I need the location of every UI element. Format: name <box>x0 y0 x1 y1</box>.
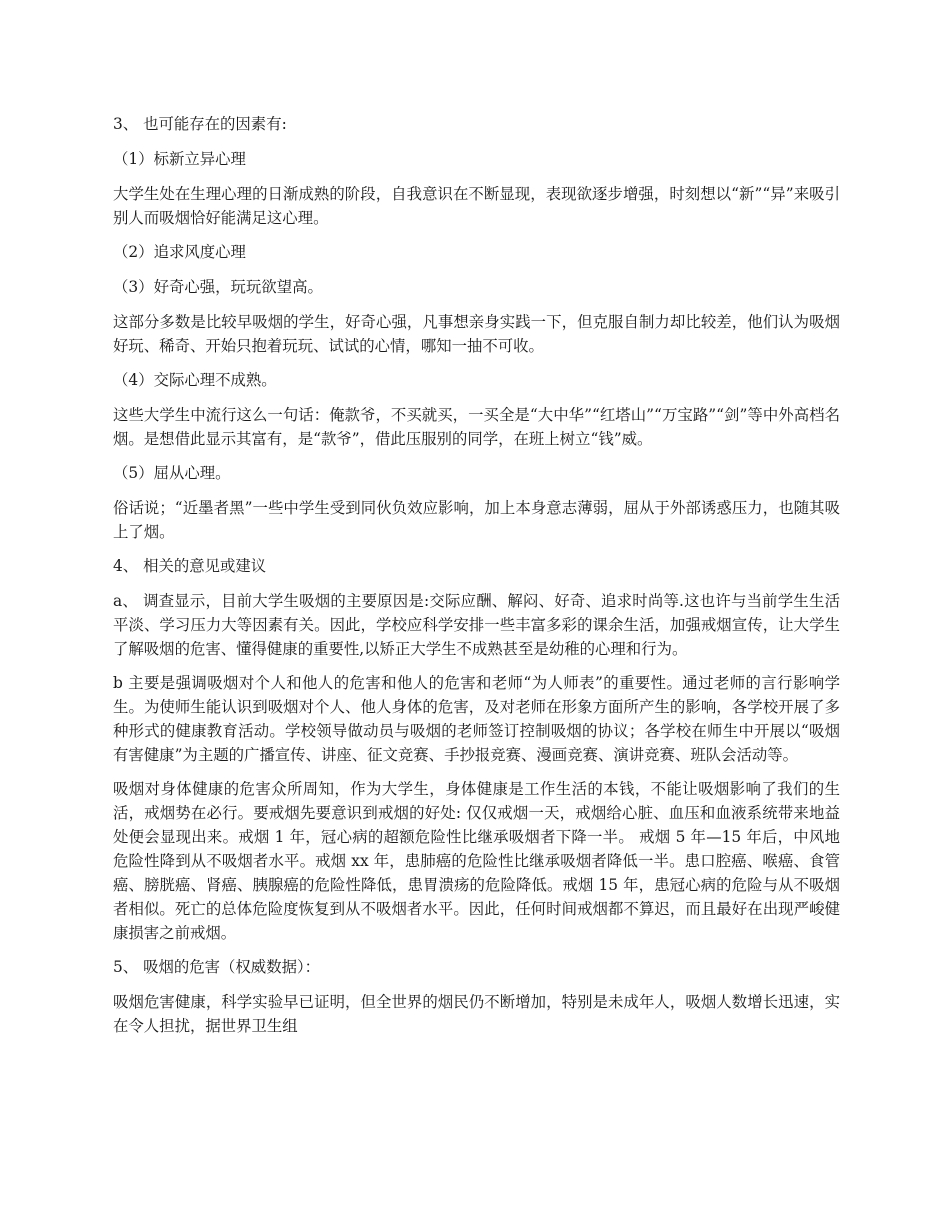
paragraph-conformity: 俗话说；“近墨者黑”一些中学生受到同伙负效应影响，加上本身意志薄弱，屈从于外部诱惑压力，也随其吸上了烟。 <box>113 499 840 541</box>
paragraph-suggestion-a: a、 调查显示，目前大学生吸烟的主要原因是:交际应酬、解闷、好奇、追求时尚等.这也许与当前学生生活平淡、学习压力大等因素有关。因此，学校应科学安排一些丰富多彩的课余生活，加强戒烟宣传，让大学生了解吸烟的危害、懂得健康的重要性,以矫正大学生不成熟甚至是幼稚的心理和行为。 <box>113 592 840 658</box>
section-heading-3: 3、 也可能存在的因素有: <box>113 115 287 133</box>
subheading-3: （3）好奇心强，玩玩欲望高。 <box>113 278 323 296</box>
section-heading-5: 5、 吸烟的危害（权威数据）： <box>113 958 321 976</box>
subheading-2: （2）追求风度心理 <box>113 243 246 261</box>
paragraph-suggestion-b: b 主要是强调吸烟对个人和他人的危害和他人的危害和老师“为人师表”的重要性。通过老师的言行影响学生。为使师生能认识到吸烟对个人、他人身体的危害，及对老师在形象方面所产生的影响，各学校开展了多种形式的健康教育活动。学校领导做动员与吸烟的老师签订控制吸烟的协议；各学校在师生中开展以“吸烟有害健康”为主题的广播宣传、讲座、征文竞赛、手抄报竞赛、漫画竞赛、演讲竞赛、班队会活动等。 <box>113 674 840 764</box>
paragraph-novelty: 大学生处在生理心理的日渐成熟的阶段，自我意识在不断显现，表现欲逐步增强，时刻想以“新”“异”来吸引别人而吸烟恰好能满足这心理。 <box>113 185 840 227</box>
document-page <box>113 112 840 1048</box>
paragraph-social: 这些大学生中流行这么一句话：俺款爷，不买就买，一买全是“大中华”“红塔山”“万宝路”“剑”等中外高档名烟。是想借此显示其富有，是“款爷”，借此压服别的同学，在班上树立“钱”威。 <box>113 406 840 448</box>
paragraph-curiosity: 这部分多数是比较早吸烟的学生，好奇心强，凡事想亲身实践一下，但克服自制力却比较差，他们认为吸烟好玩、稀奇、开始只抱着玩玩、试试的心情，哪知一抽不可收。 <box>113 313 840 355</box>
paragraph-quit-benefits: 吸烟对身体健康的危害众所周知，作为大学生，身体健康是工作生活的本钱，不能让吸烟影响了我们的生活，戒烟势在必行。要戒烟先要意识到戒烟的好处: 仅仅戒烟一天，戒烟给心脏、血压和血液系统带来地益处便会显现出来。戒烟 1 年，冠心病的超额危险性比继承吸烟者下降一半。 戒烟 5 年—15 年后，中风地危险性降到从不吸烟者水平。戒烟 xx 年，患肺癌的危险性比继承吸烟者降低一半。患口腔癌、喉癌、食管癌、膀胱癌、肾癌、胰腺癌的危险性降低，患胃溃疡的危险降低。戒烟 15 年，患冠心病的危险与从不吸烟者相似。死亡的总体危险度恢复到从不吸烟者水平。因此，任何时间戒烟都不算迟，而且最好在出现严峻健康损害之前戒烟。 <box>113 780 840 942</box>
subheading-1: （1）标新立异心理 <box>113 150 246 168</box>
subheading-4: （4）交际心理不成熟。 <box>113 371 277 389</box>
section-heading-4: 4、 相关的意见或建议 <box>113 557 267 575</box>
paragraph-harm-data: 吸烟危害健康，科学实验早已证明，但全世界的烟民仍不断增加，特别是未成年人，吸烟人数增长迅速，实在令人担扰，据世界卫生组 <box>113 993 840 1035</box>
subheading-5: （5）屈从心理。 <box>113 464 231 482</box>
